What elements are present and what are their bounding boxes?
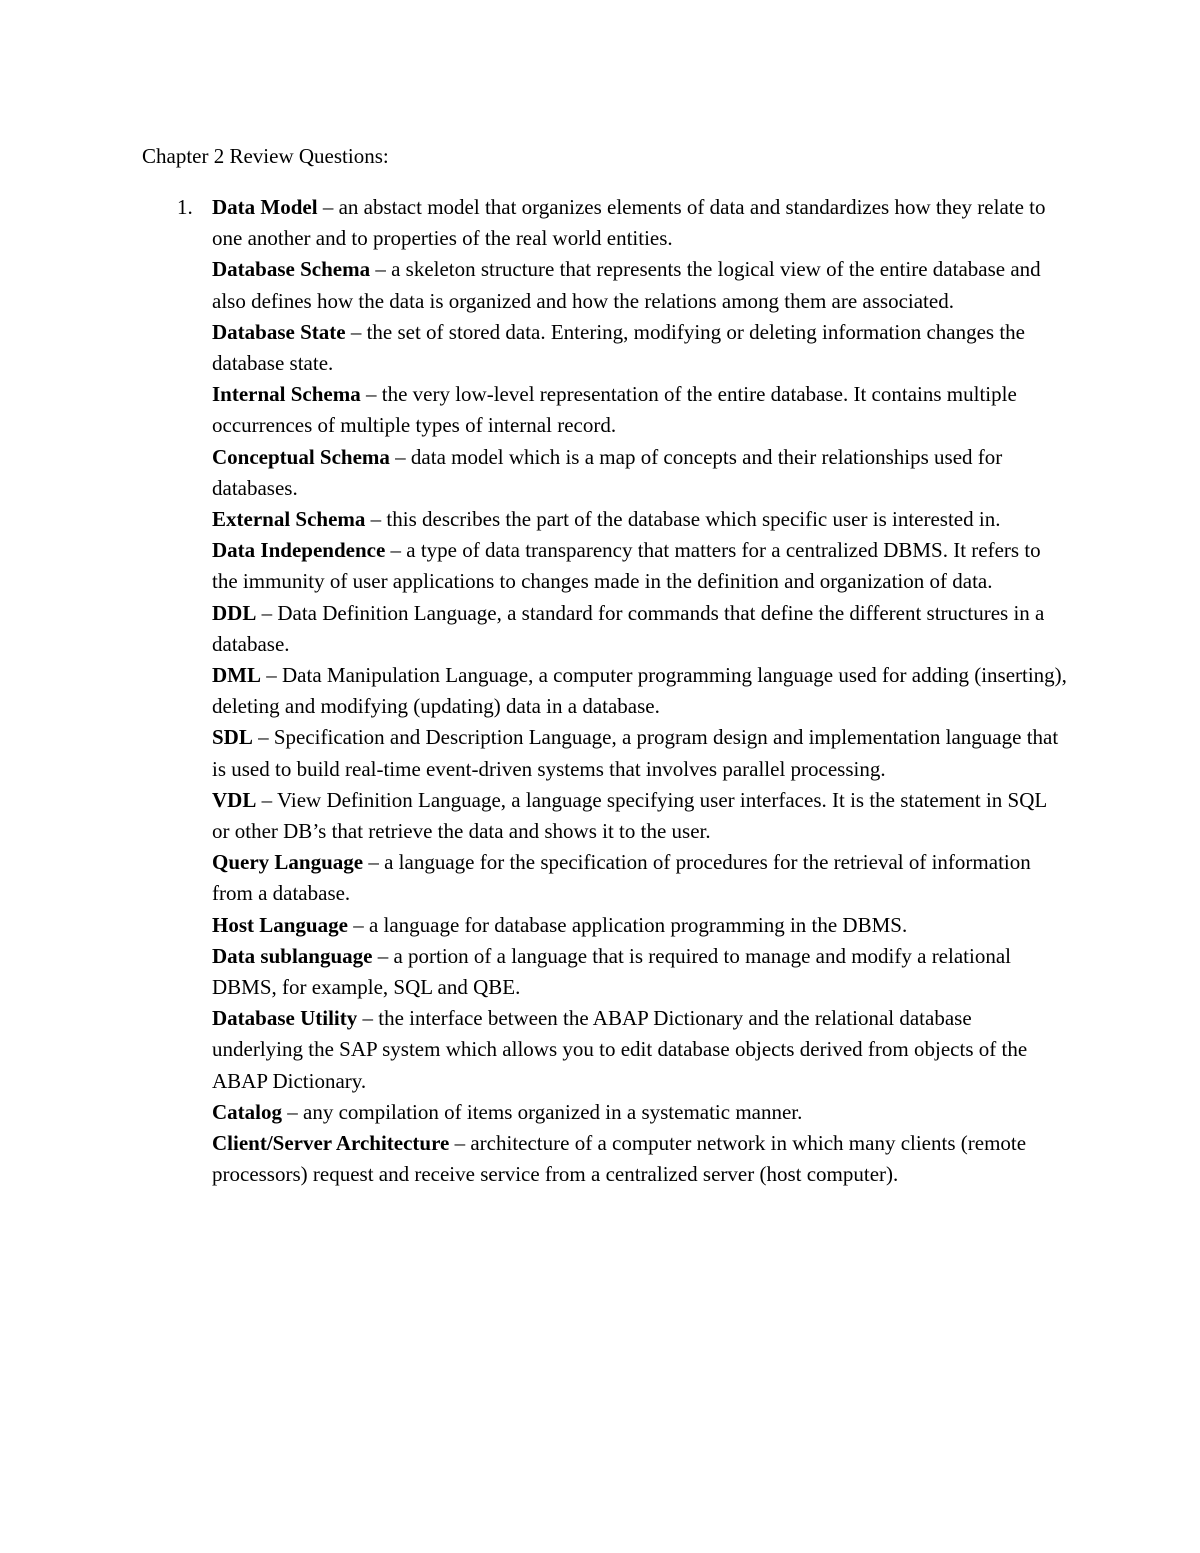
definition-text: the very low-level representation of the entire database. It contains multiple occurrences of multiple types of internal record. — [212, 382, 1017, 438]
term-separator: – — [370, 257, 392, 282]
term-separator: – — [345, 319, 367, 344]
definition-term: DDL — [212, 600, 257, 625]
definition-text: Data Definition Language, a standard for commands that define the different structures in a database. — [212, 600, 1045, 656]
definition-term: DML — [212, 663, 261, 688]
definition-entry — [212, 1003, 1067, 1097]
definition-text: the interface between the ABAP Dictionary and the relational database underlying the SAP system which allows you to edit database objects derived from objects of the ABAP Dictionary. — [212, 1006, 1028, 1093]
definition-term: Database Schema — [212, 257, 371, 282]
definition-text: Specification and Description Language, a program design and implementation language that is used to build real-time event-driven systems that involves parallel processing. — [212, 725, 1059, 781]
term-separator: – — [256, 787, 277, 812]
definition-text: architecture of a computer network in which many clients (remote processors) request and receive service from a centralized server (host computer). — [212, 1131, 1027, 1187]
definition-text: any compilation of items organized in a systematic manner. — [303, 1099, 803, 1124]
definition-entry — [212, 1128, 1067, 1190]
definition-term: Internal Schema — [212, 382, 361, 407]
definition-text: a portion of a language that is required to manage and modify a relational DBMS, for example, SQL and QBE. — [212, 943, 1011, 1000]
definition-term: Conceptual Schema — [212, 444, 390, 469]
definition-term: Catalog — [212, 1099, 282, 1124]
definition-entry — [212, 1097, 1067, 1128]
definition-entry — [212, 910, 1067, 941]
definition-term: Host Language — [212, 912, 348, 937]
definition-entry — [212, 317, 1067, 379]
term-separator: – — [360, 382, 382, 407]
definition-term: Data Independence — [212, 538, 386, 563]
definition-term: Query Language — [212, 850, 364, 875]
definition-term: External Schema — [212, 507, 366, 532]
term-separator: – — [389, 444, 411, 469]
definition-text: data model which is a map of concepts and their relationships used for databases. — [212, 444, 1003, 500]
term-separator: – — [256, 600, 278, 625]
definition-term: Data Model — [212, 195, 318, 219]
term-separator: – — [282, 1099, 303, 1124]
definition-term: VDL — [212, 787, 257, 812]
term-separator: – — [363, 850, 385, 875]
definition-text: an abstact model that organizes elements of data and standardizes how they relate to one another and to properties of the real world entities. — [212, 195, 1046, 251]
definition-entries — [142, 192, 1067, 1191]
definition-text: View Definition Language, a language specifying user interfaces. It is the statement in SQL or other DB’s that retrieve the data and shows it to the user. — [212, 787, 1047, 844]
definition-text: Data Manipulation Language, a computer programming language used for adding (inserting), deleting and modifying (updating) data in a database. — [212, 663, 1067, 719]
definition-term: SDL — [212, 725, 253, 750]
definition-entry — [212, 442, 1067, 504]
definition-entry — [212, 504, 1067, 535]
definition-text: a skeleton structure that represents the logical view of the entire database and also defines how the data is organized and how the relations among them are associated. — [212, 257, 1041, 313]
definition-entry — [212, 254, 1067, 316]
term-separator: – — [449, 1131, 471, 1156]
term-separator: – — [347, 912, 369, 937]
definition-text: a language for the specification of procedures for the retrieval of information from a database. — [212, 850, 1031, 906]
term-separator: – — [385, 538, 407, 563]
definition-text: this describes the part of the database which specific user is interested in. — [386, 507, 1001, 532]
list-number: 1. — [177, 195, 193, 219]
term-separator: – — [357, 1006, 379, 1031]
definition-entry — [212, 722, 1067, 784]
definition-entry — [212, 941, 1067, 1003]
definition-entry — [212, 379, 1067, 441]
term-separator: – — [252, 725, 274, 750]
definition-text: the set of stored data. Entering, modifying or deleting information changes the database state. — [212, 319, 1025, 376]
term-separator: – — [372, 943, 394, 968]
definition-entry — [212, 660, 1067, 722]
definition-entry — [212, 785, 1067, 847]
list-item — [142, 192, 1067, 1191]
definition-entry — [212, 192, 1067, 254]
page-heading: Chapter 2 Review Questions: — [142, 144, 389, 168]
definition-entry — [212, 535, 1067, 597]
term-separator: – — [317, 195, 339, 219]
definition-text: a language for database application programming in the DBMS. — [368, 912, 908, 937]
definition-term: Database Utility — [212, 1006, 358, 1031]
definition-term: Client/Server Architecture — [212, 1131, 450, 1156]
definition-text: a type of data transparency that matters for a centralized DBMS. It refers to the immunity of user applications to changes made in the definition and organization of data. — [212, 538, 1041, 594]
definition-term: Data sublanguage — [212, 943, 373, 968]
definition-entry — [212, 598, 1067, 660]
definition-list — [142, 192, 1067, 1191]
definition-entry — [212, 847, 1067, 909]
definition-term: Database State — [212, 319, 346, 344]
term-separator: – — [365, 507, 387, 532]
term-separator: – — [261, 663, 282, 688]
